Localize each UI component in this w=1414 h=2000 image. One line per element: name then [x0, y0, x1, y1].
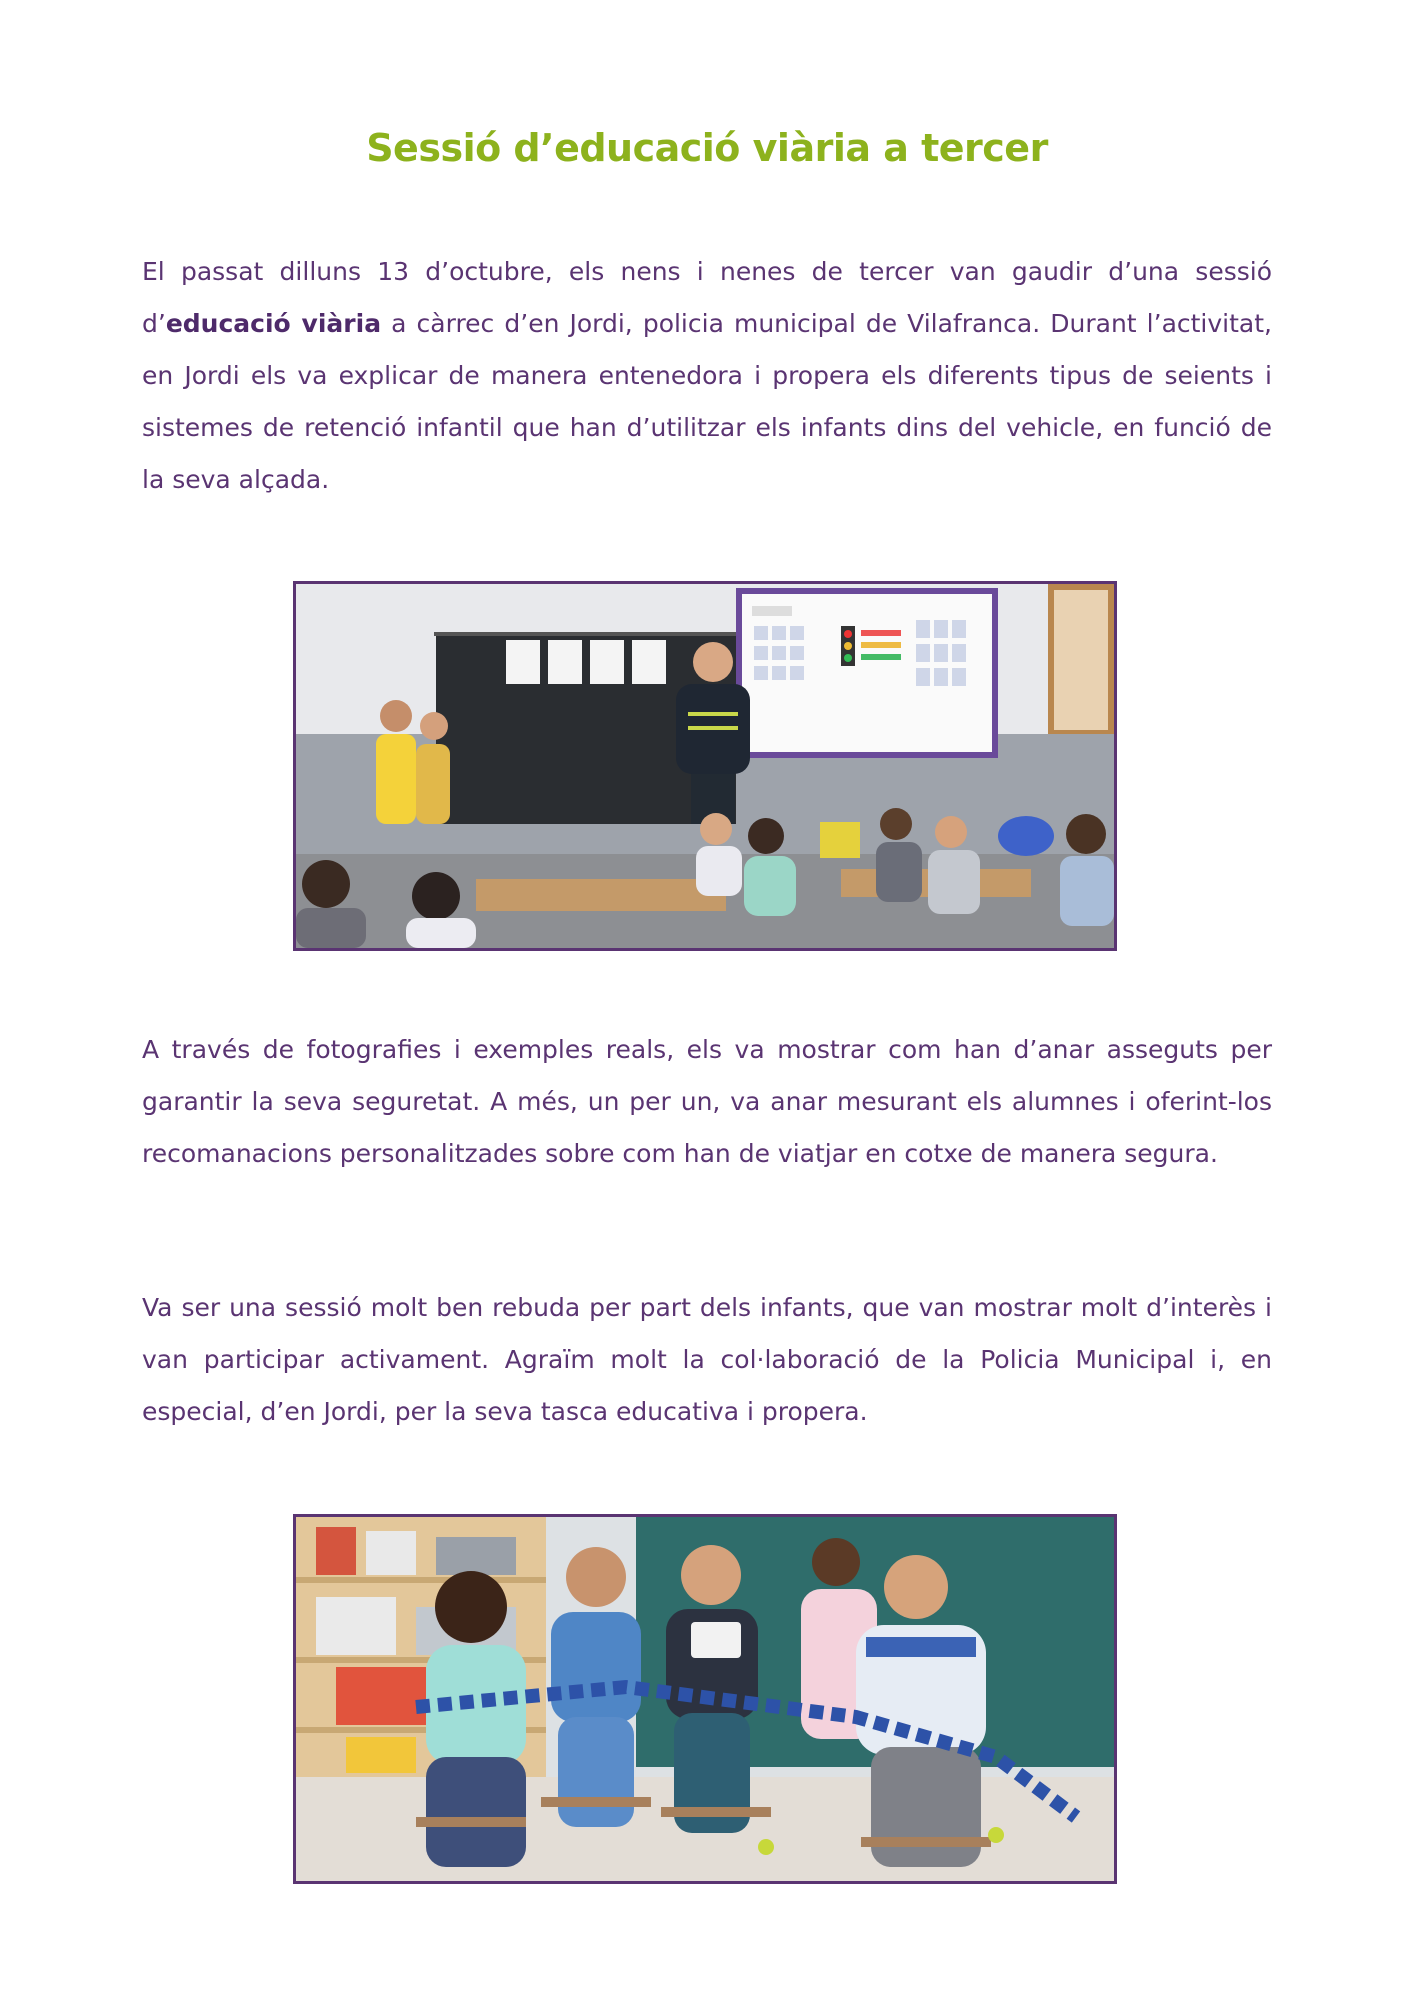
- children-photo-illustration: [296, 1517, 1114, 1881]
- paragraph-intro: [142, 246, 1272, 506]
- paragraph-intro-end: a càrrec d’en Jordi, policia municipal de Vilafranca. Durant l’activitat, en Jordi els va explicar de manera entenedora i propera els diferents tipus de seients i sistemes de retenció infantil que han d’utilitzar els infants dins del vehicle, en funció de la seva alçada.: [142, 309, 1272, 494]
- children-photo: [293, 1514, 1117, 1884]
- page-title: Sessió d’educació viària a tercer: [366, 126, 1048, 170]
- paragraph-thanks: Va ser una sessió molt ben rebuda per part dels infants, que van mostrar molt d’interès i van participar activament. Agraïm molt la col·laboració de la Policia Municipal i, en especial, d’en Jordi, per la seva tasca educativa i propera.: [142, 1293, 1272, 1426]
- classroom-photo-illustration: [296, 584, 1114, 948]
- paragraph-intro-start: El passat dilluns 13 d’octubre, els nens i nenes de tercer van gaudir d’una sessió d’: [142, 257, 1272, 338]
- paragraph-photos: A través de fotografies i exemples reals, els va mostrar com han d’anar asseguts per garantir la seva seguretat. A més, un per un, va anar mesurant els alumnes i oferint-los recomanacions personalitzades sobre com han de viatjar en cotxe de manera segura.: [142, 1035, 1272, 1168]
- paragraph-intro-bold: educació viària: [165, 309, 382, 338]
- classroom-photo: [293, 581, 1117, 951]
